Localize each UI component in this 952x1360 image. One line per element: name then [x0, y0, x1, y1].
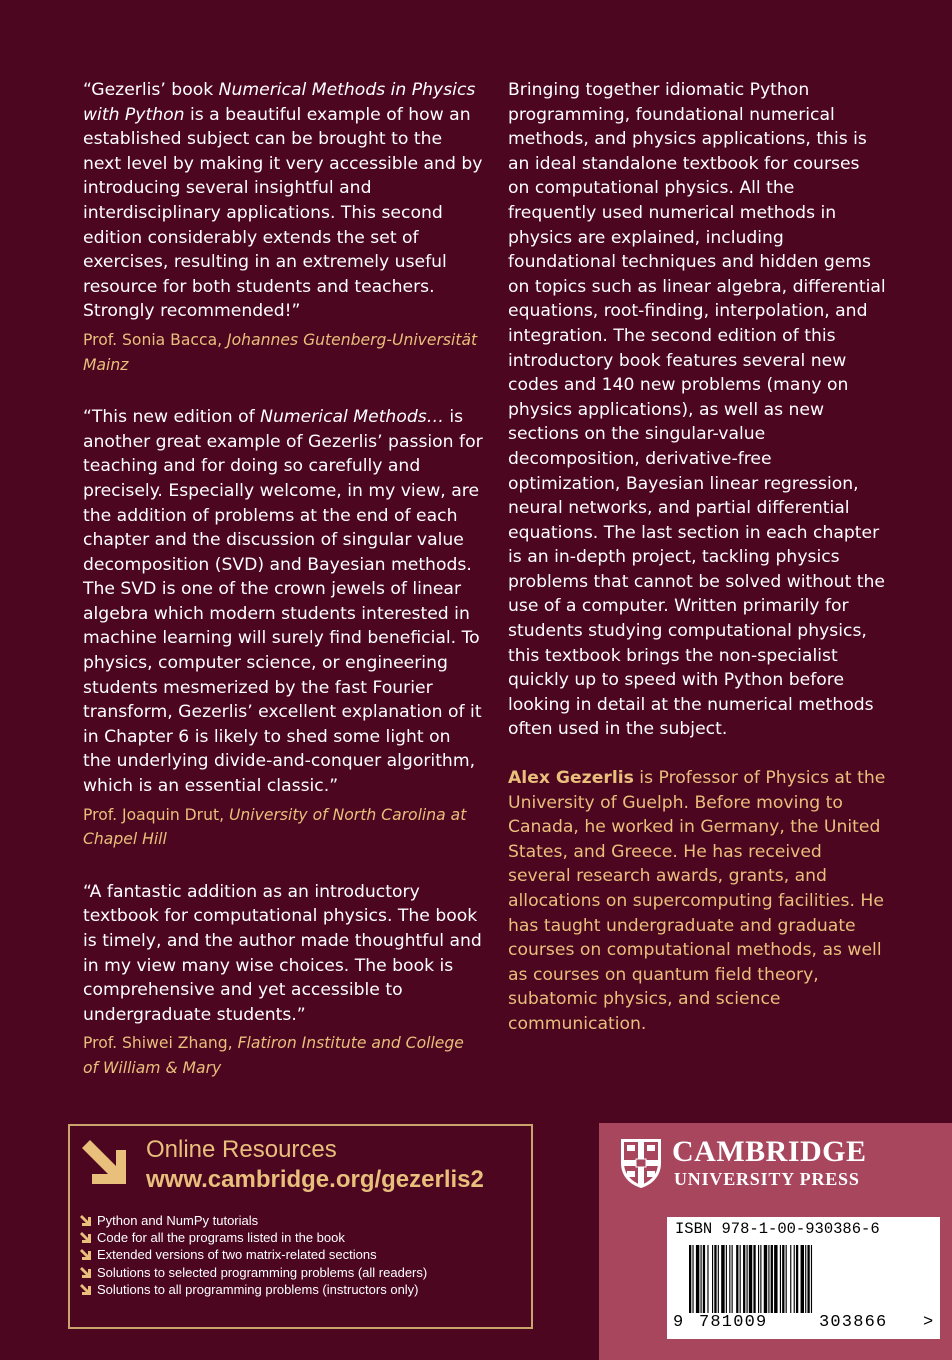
endorser-affiliation: Johannes Gutenberg-Universität Mainz — [83, 330, 478, 374]
resource-item — [80, 1246, 427, 1263]
barcode-bar — [774, 1245, 777, 1313]
barcode-bar — [714, 1245, 716, 1313]
arrow-down-right-icon — [80, 1138, 132, 1190]
book-title: Numerical Methods in Physics with Python — [83, 80, 476, 125]
endorser-name: Prof. Shiwei Zhang, — [83, 1034, 238, 1053]
endorser-name: Prof. Joaquin Drut, — [83, 805, 229, 824]
arrow-bullet-icon — [80, 1215, 92, 1227]
endorsement-attribution — [83, 803, 483, 852]
online-resources-url[interactable]: www.cambridge.org/gezerlis2 — [146, 1166, 484, 1193]
barcode-bar — [732, 1245, 733, 1313]
barcode-bar — [703, 1245, 705, 1313]
resource-item — [80, 1281, 427, 1298]
resource-item-label: Solutions to all programming problems (instructors only) — [97, 1281, 419, 1297]
resource-item-label: Extended versions of two matrix-related sections — [97, 1247, 377, 1263]
book-title: Numerical Methods… — [260, 407, 444, 428]
online-resources-box — [68, 1124, 533, 1329]
barcode-bar — [743, 1245, 745, 1313]
barcode-bar — [740, 1245, 741, 1313]
university-crest-icon — [619, 1137, 663, 1189]
barcode-digits-right: 303866 — [819, 1313, 888, 1332]
resource-item — [80, 1229, 427, 1246]
barcode-bar — [712, 1245, 713, 1313]
isbn-label: ISBN 978-1-00-930386-6 — [675, 1220, 880, 1238]
resource-item — [80, 1264, 427, 1281]
endorsement-quote — [83, 78, 483, 324]
endorsement-attribution — [83, 328, 483, 377]
barcode-bar — [749, 1245, 752, 1313]
publisher-press: UNIVERSITY PRESS — [674, 1169, 860, 1189]
barcode-bar — [721, 1245, 724, 1313]
barcode — [689, 1245, 929, 1313]
book-description: Bringing together idiomatic Python programming, foundational numerical methods, and physics applications, this is an ideal standalone textbook for courses on computational physics. All the frequently used numerical methods in physics are explained, including foundational techniques and hidden gems on topics such as linear algebra, differential equations, root-finding, interpolation, and integration. The second edition of this introductory book features several new codes and 140 new problems (many on physics applications), as well as new sections on the singular-value decomposition, derivative-free optimization, Bayesian linear regression, neural networks, and partial differential equations. The last section in each chapter is an in-depth project, tackling physics problems that cannot be solved without the use of a computer. Written primarily for students studying computational physics, this textbook brings the non-specialist quickly up to speed with Python before looking in detail at the numerical methods often used in the subject. — [508, 80, 886, 740]
barcode-digit-lead: 9 — [673, 1313, 685, 1332]
resource-item — [80, 1212, 427, 1229]
quote-text: is a beautiful example of how an established subject can be brought to the next level by making it very accessible and by introducing several insightful and interdisciplinary applications. This second edition considerably extends the set of exercises, resulting in an extremely useful resource for both students and teachers. Strongly recommended!” — [83, 104, 483, 322]
publisher-panel — [599, 1123, 952, 1360]
barcode-bar — [736, 1245, 738, 1313]
barcode-bar — [689, 1245, 691, 1313]
quote-text: “A fantastic addition as an introductory textbook for computational physics. The book is timely, and the author made thoughtful and in my view many wise choices. The book is comprehensive and yet accessible to undergraduate students.” — [83, 881, 482, 1025]
endorsement-quote — [83, 880, 483, 1028]
online-resources-title: Online Resources — [146, 1136, 337, 1163]
resource-item-label: Python and NumPy tutorials — [97, 1213, 259, 1228]
barcode-bar — [768, 1245, 769, 1313]
arrow-bullet-icon — [80, 1284, 92, 1296]
barcode-bar — [729, 1245, 730, 1313]
publisher-name: CAMBRIDGE — [672, 1135, 867, 1168]
barcode-bar — [790, 1245, 791, 1313]
barcode-bar — [811, 1245, 812, 1313]
endorsement-attribution — [83, 1031, 483, 1080]
endorser-name: Prof. Sonia Bacca, — [83, 330, 228, 349]
barcode-bar — [707, 1245, 708, 1313]
endorsement-quote — [83, 405, 483, 799]
barcode-bar — [726, 1245, 727, 1313]
barcode-bar — [718, 1245, 719, 1313]
barcode-bar — [786, 1245, 787, 1313]
barcode-bar — [764, 1245, 767, 1313]
barcode-bar — [801, 1245, 804, 1313]
resource-item-label: Solutions to selected programming problems (all readers) — [97, 1264, 428, 1280]
barcode-bar — [805, 1245, 806, 1313]
online-resources-list — [80, 1212, 427, 1298]
barcode-bar — [760, 1245, 761, 1313]
author-bio-text: is Professor of Physics at the University of Guelph. Before moving to Canada, he worked in Germany, the United States, and Greece. He has received several research awards, grants, and allocations on supercomputing facilities. He has taught undergraduate and graduate courses on computational methods, as well as courses on quantum field theory, subatomic physics, and science communication. — [508, 768, 886, 1034]
endorser-affiliation: Flatiron Institute and College of William & Mary — [83, 1034, 464, 1077]
barcode-bar — [794, 1245, 795, 1313]
barcode-bar — [753, 1245, 755, 1313]
arrow-bullet-icon — [80, 1232, 92, 1244]
barcode-bar — [758, 1245, 759, 1313]
barcode-bar — [771, 1245, 773, 1313]
barcode-bar — [807, 1245, 809, 1313]
author-name: Alex Gezerlis — [508, 768, 634, 789]
arrow-bullet-icon — [80, 1267, 92, 1279]
barcode-quiet-mark: > — [923, 1313, 935, 1332]
barcode-digits — [673, 1313, 934, 1332]
barcode-bar — [696, 1245, 699, 1313]
barcode-digits-left: 781009 — [699, 1313, 768, 1332]
endorser-affiliation: University of North Carolina at Chapel Hill — [83, 805, 467, 849]
resource-item-label: Code for all the programs listed in the book — [97, 1230, 345, 1246]
barcode-bar — [782, 1245, 784, 1313]
barcode-bar — [701, 1245, 702, 1313]
barcode-bar — [747, 1245, 748, 1313]
quote-text: “Gezerlis’ book — [83, 80, 219, 100]
endorsements-column — [83, 78, 483, 1109]
author-bio — [508, 766, 886, 1037]
barcode-bar — [780, 1245, 781, 1313]
quote-text: “This new edition of — [83, 407, 261, 428]
barcode-bar — [796, 1245, 798, 1313]
arrow-bullet-icon — [80, 1249, 92, 1261]
barcode-box — [667, 1217, 940, 1339]
quote-text: is another great example of Gezerlis’ passion for teaching and for doing so carefully and precisely. Especially welcome, in my view, are the addition of problems at the end of each chapter and the discussion of singular value decomposition (SVD) and Bayesian methods. The SVD is one of the crown jewels of linear algebra which modern students interested in machine learning will surely find beneficial. To physics, computer science, or engineering students mesmerized by the fast Fourier transform, Gezerlis’ excellent explanation of it in Chapter 6 is likely to shed some light on the underlying divide-and-conquer algorithm, which is an essential classic.” — [83, 407, 483, 797]
description-column — [508, 78, 886, 1037]
barcode-bar — [692, 1245, 693, 1313]
